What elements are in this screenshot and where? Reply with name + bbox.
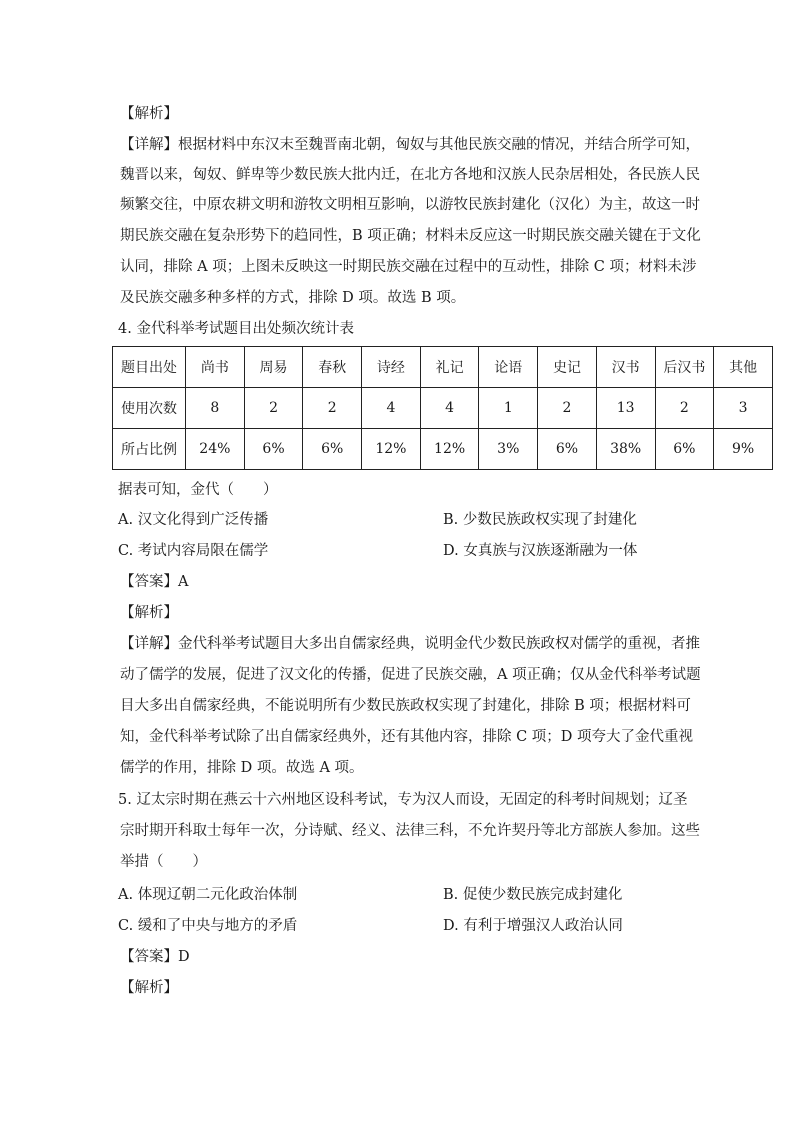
- option-d: D. 女真族与汉族逐渐融为一体: [443, 543, 638, 559]
- answer-q5: 【答案】D: [120, 949, 190, 965]
- table-cell: 尚书: [186, 347, 245, 388]
- table-cell: 2: [538, 388, 597, 429]
- detail-line: 认同，排除 A 项；上图未反映这一时期民族交融在过程中的互动性，排除 C 项；材料未涉: [120, 259, 697, 275]
- table-cell: 38%: [596, 429, 655, 470]
- option-a: A. 汉文化得到广泛传播: [118, 512, 269, 528]
- table-cell: 6%: [538, 429, 597, 470]
- table-cell: 8: [186, 388, 245, 429]
- answer-q4: 【答案】A: [120, 574, 189, 590]
- question-5-stem: 宗时期开科取士每年一次，分诗赋、经义、法律三科，不允许契丹等北方部族人参加。这些: [120, 823, 700, 839]
- detail-line: 知，金代科举考试除了出自儒家经典外，还有其他内容，排除 C 项；D 项夸大了金代重视: [120, 729, 694, 745]
- option-b: B. 促使少数民族完成封建化: [443, 887, 623, 903]
- table-cell: 12%: [420, 429, 479, 470]
- table-cell: 1: [479, 388, 538, 429]
- table-cell: 6%: [655, 429, 714, 470]
- table-header-row: [113, 347, 773, 388]
- table-cell: 所占比例: [113, 429, 186, 470]
- table-cell: 其他: [714, 347, 773, 388]
- option-b: B. 少数民族政权实现了封建化: [443, 512, 637, 528]
- analysis-label-q5: 【解析】: [120, 980, 178, 996]
- question-4-stem: 据表可知，金代（ ）: [118, 482, 278, 498]
- table-cell: 题目出处: [113, 347, 186, 388]
- question-5-stem: 举措（ ）: [120, 854, 207, 870]
- table-cell: 春秋: [303, 347, 362, 388]
- frequency-table: [112, 346, 773, 470]
- table-cell: 12%: [362, 429, 421, 470]
- detail-line: 【详解】金代科举考试题目大多出自儒家经典，说明金代少数民族政权对儒学的重视，者推: [120, 636, 700, 652]
- detail-line: 【详解】根据材料中东汉末至魏晋南北朝，匈奴与其他民族交融的情况，并结合所学可知，: [120, 137, 700, 153]
- table-cell: 4: [362, 388, 421, 429]
- table-row: [113, 388, 773, 429]
- analysis-label-q4: 【解析】: [120, 605, 178, 621]
- table-cell: 后汉书: [655, 347, 714, 388]
- table-cell: 2: [244, 388, 303, 429]
- table-cell: 史记: [538, 347, 597, 388]
- option-c: C. 考试内容局限在儒学: [118, 543, 269, 559]
- option-d: D. 有利于增强汉人政治认同: [443, 918, 623, 934]
- table-cell: 3: [714, 388, 773, 429]
- table-cell: 汉书: [596, 347, 655, 388]
- table-cell: 4: [420, 388, 479, 429]
- detail-line: 频繁交往，中原农耕文明和游牧文明相互影响，以游牧民族封建化（汉化）为主，故这一时: [120, 197, 700, 213]
- table-cell: 9%: [714, 429, 773, 470]
- table-cell: 论语: [479, 347, 538, 388]
- detail-line: 目大多出自儒家经典，不能说明所有少数民族政权实现了封建化，排除 B 项；根据材料可: [120, 698, 691, 714]
- table-cell: 13: [596, 388, 655, 429]
- table-cell: 3%: [479, 429, 538, 470]
- table-cell: 2: [655, 388, 714, 429]
- table-row: [113, 429, 773, 470]
- table-cell: 诗经: [362, 347, 421, 388]
- option-c: C. 缓和了中央与地方的矛盾: [118, 918, 298, 934]
- option-a: A. 体现辽朝二元化政治体制: [118, 887, 298, 903]
- table-cell: 24%: [186, 429, 245, 470]
- question-4-title: 4. 金代科举考试题目出处频次统计表: [118, 321, 354, 337]
- table-cell: 使用次数: [113, 388, 186, 429]
- detail-line: 期民族交融在复杂形势下的趋同性，B 项正确；材料未反应这一时期民族交融关键在于文化: [120, 228, 701, 244]
- detail-line: 儒学的作用，排除 D 项。故选 A 项。: [120, 760, 364, 776]
- table-cell: 礼记: [420, 347, 479, 388]
- detail-line: 动了儒学的发展，促进了汉文化的传播，促进了民族交融，A 项正确；仅从金代科举考试题: [120, 667, 701, 683]
- table-cell: 6%: [303, 429, 362, 470]
- table-cell: 2: [303, 388, 362, 429]
- question-5-stem: 5. 辽太宗时期在燕云十六州地区设科考试，专为汉人而设，无固定的科考时间规划；辽圣: [118, 792, 688, 808]
- detail-line: 及民族交融多种多样的方式，排除 D 项。故选 B 项。: [120, 290, 466, 306]
- table-cell: 周易: [244, 347, 303, 388]
- detail-line: 魏晋以来，匈奴、鲜卑等少数民族大批内迁，在北方各地和汉族人民杂居相处，各民族人民: [120, 167, 700, 183]
- table-cell: 6%: [244, 429, 303, 470]
- analysis-label-q3: 【解析】: [120, 106, 178, 122]
